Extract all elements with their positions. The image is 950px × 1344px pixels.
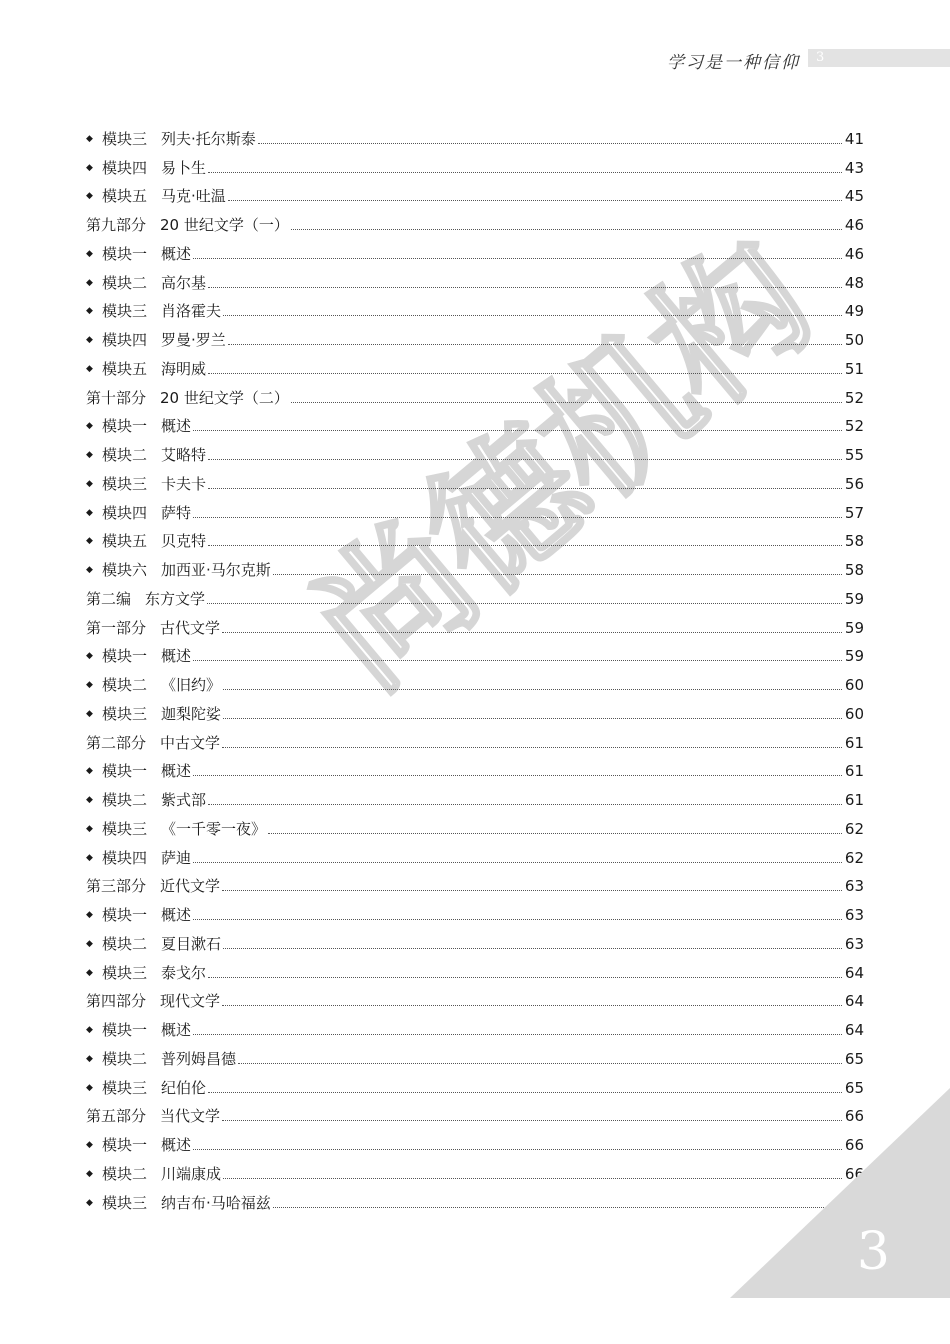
toc-entry-prefix: 模块五 — [102, 359, 148, 378]
toc-module-entry[interactable] — [86, 235, 864, 264]
dotted-leader — [222, 889, 842, 891]
table-of-contents — [86, 120, 864, 1213]
diamond-bullet-icon: ◆ — [86, 795, 93, 805]
toc-entry-page-number: 66 — [844, 1107, 864, 1126]
dotted-leader — [193, 429, 842, 431]
toc-entry-prefix: 模块一 — [102, 906, 148, 924]
toc-part-entry[interactable] — [86, 206, 864, 235]
dotted-leader — [258, 142, 842, 144]
toc-entry-page-number: 61 — [844, 762, 864, 781]
diamond-bullet-icon: ◆ — [86, 766, 93, 777]
diamond-bullet-icon: ◆ — [86, 191, 93, 202]
dotted-leader — [208, 171, 842, 173]
toc-entry-prefix: 模块二 — [102, 791, 148, 809]
toc-part-entry[interactable] — [86, 983, 864, 1012]
toc-module-entry[interactable] — [86, 293, 864, 322]
toc-entry-title: 概述 — [161, 647, 192, 666]
toc-entry-page-number: 56 — [844, 474, 864, 493]
dotted-leader — [222, 1004, 842, 1006]
toc-entry-prefix: 模块三 — [102, 302, 148, 321]
diamond-bullet-icon: ◆ — [86, 680, 93, 690]
toc-module-entry[interactable] — [86, 436, 864, 465]
toc-entry-title: 高尔基 — [161, 273, 207, 292]
toc-module-entry[interactable] — [86, 408, 864, 437]
diamond-bullet-icon: ◆ — [86, 708, 93, 719]
toc-entry-page-number: 63 — [844, 877, 864, 896]
dotted-leader — [223, 947, 842, 949]
toc-entry-prefix: 模块三 — [102, 963, 148, 982]
toc-part-entry[interactable] — [86, 609, 864, 638]
dotted-leader — [222, 631, 842, 633]
dotted-leader — [193, 1033, 842, 1035]
toc-entry-prefix: 第十部分 — [86, 388, 147, 407]
toc-entry-page-number: 43 — [844, 158, 864, 177]
dotted-leader — [223, 314, 842, 316]
toc-module-entry[interactable] — [86, 149, 864, 178]
toc-entry-title: 罗曼·罗兰 — [161, 331, 226, 349]
toc-entry-title: 概述 — [161, 417, 192, 436]
toc-entry-title: 纳吉布·马哈福兹 — [161, 1193, 271, 1212]
diamond-bullet-icon: ◆ — [86, 565, 93, 575]
dotted-leader — [193, 774, 842, 776]
toc-entry-prefix: 第二部分 — [86, 733, 147, 752]
toc-entry-title: 20 世纪文学（一） — [160, 216, 289, 234]
toc-entry-prefix: 模块二 — [102, 273, 148, 292]
dotted-leader — [228, 199, 842, 201]
toc-module-entry[interactable] — [86, 350, 864, 379]
diamond-bullet-icon: ◆ — [86, 507, 93, 518]
toc-entry-title: 夏目漱石 — [161, 934, 222, 953]
toc-entry-title: 现代文学 — [160, 992, 221, 1011]
toc-entry-prefix: 模块二 — [102, 1164, 148, 1183]
dotted-leader — [208, 976, 842, 978]
toc-entry-title: 《旧约》 — [161, 676, 222, 694]
toc-entry-title: 卡夫卡 — [161, 474, 207, 493]
toc-entry-prefix: 模块一 — [102, 417, 148, 436]
toc-entry-title: 东方文学 — [145, 589, 206, 608]
diamond-bullet-icon: ◆ — [86, 450, 93, 460]
toc-module-entry[interactable] — [86, 753, 864, 782]
toc-entry-page-number: 52 — [844, 417, 864, 436]
toc-entry-prefix: 模块五 — [102, 187, 148, 206]
toc-entry-prefix: 模块一 — [102, 244, 148, 263]
toc-entry-title: 近代文学 — [160, 877, 221, 896]
toc-module-entry[interactable] — [86, 321, 864, 350]
toc-entry-page-number: 61 — [844, 733, 864, 752]
dotted-leader — [291, 228, 842, 230]
toc-entry-page-number: 59 — [844, 589, 864, 608]
toc-part-entry[interactable] — [86, 580, 864, 609]
toc-entry-prefix: 模块三 — [102, 129, 148, 148]
toc-entry-prefix: 模块三 — [102, 474, 148, 493]
toc-entry-page-number: 50 — [844, 331, 864, 349]
toc-entry-prefix: 第五部分 — [86, 1107, 147, 1126]
toc-entry-page-number: 66 — [844, 1164, 864, 1183]
toc-module-entry[interactable] — [86, 810, 864, 839]
corner-triangle — [730, 1088, 950, 1298]
toc-entry-page-number: 58 — [844, 561, 864, 579]
toc-entry-title: 纪伯伦 — [161, 1078, 207, 1097]
toc-entry-page-number: 63 — [844, 906, 864, 924]
toc-entry-prefix: 第九部分 — [86, 216, 147, 234]
header-page-number: 3 — [816, 50, 825, 65]
diamond-bullet-icon: ◆ — [86, 967, 93, 978]
toc-entry-title: 海明威 — [161, 359, 207, 378]
toc-module-entry[interactable] — [86, 1040, 864, 1069]
toc-entry-prefix: 模块二 — [102, 446, 148, 464]
toc-entry-title: 中古文学 — [160, 733, 221, 752]
toc-entry-page-number: 51 — [844, 359, 864, 378]
toc-entry-page-number: 46 — [844, 244, 864, 263]
toc-entry-prefix: 模块三 — [102, 1193, 148, 1212]
dotted-leader — [208, 286, 842, 288]
diamond-bullet-icon: ◆ — [86, 306, 93, 317]
toc-entry-title: 加西亚·马尔克斯 — [161, 561, 271, 579]
toc-module-entry[interactable] — [86, 465, 864, 494]
dotted-leader — [207, 602, 842, 604]
dotted-leader — [208, 803, 842, 805]
toc-entry-prefix: 模块二 — [102, 1049, 148, 1068]
dotted-leader — [208, 458, 842, 460]
toc-module-entry[interactable] — [86, 839, 864, 868]
toc-entry-title: 肖洛霍夫 — [161, 302, 222, 321]
toc-entry-title: 普列姆昌德 — [161, 1049, 237, 1068]
toc-entry-page-number: 48 — [844, 273, 864, 292]
toc-entry-page-number: 64 — [844, 992, 864, 1011]
toc-module-entry[interactable] — [86, 178, 864, 207]
toc-entry-title: 迦梨陀娑 — [161, 704, 222, 723]
toc-module-entry[interactable] — [86, 896, 864, 925]
toc-module-entry[interactable] — [86, 781, 864, 810]
toc-entry-page-number: 63 — [844, 934, 864, 953]
toc-module-entry[interactable] — [86, 523, 864, 552]
dotted-leader — [228, 343, 842, 345]
dotted-leader — [223, 717, 842, 719]
toc-entry-prefix: 模块二 — [102, 934, 148, 953]
dotted-leader — [208, 544, 842, 546]
toc-entry-title: 紫式部 — [161, 791, 207, 809]
diamond-bullet-icon: ◆ — [86, 421, 93, 432]
toc-part-entry[interactable] — [86, 868, 864, 897]
toc-entry-prefix: 模块一 — [102, 1136, 148, 1154]
dotted-leader — [268, 832, 842, 834]
toc-entry-title: 贝克特 — [161, 532, 207, 551]
dotted-leader — [193, 659, 842, 661]
toc-entry-title: 马克·吐温 — [161, 187, 226, 206]
dotted-leader — [193, 918, 842, 920]
dotted-leader — [208, 372, 842, 374]
diamond-bullet-icon: ◆ — [86, 536, 93, 547]
toc-entry-title: 《一千零一夜》 — [161, 819, 267, 838]
toc-entry-prefix: 模块六 — [102, 561, 148, 579]
toc-entry-prefix: 第二编 — [86, 589, 132, 608]
toc-entry-prefix: 模块三 — [102, 704, 148, 723]
diamond-bullet-icon: ◆ — [86, 162, 93, 173]
toc-entry-page-number: 64 — [844, 963, 864, 982]
dotted-leader — [291, 401, 842, 403]
diamond-bullet-icon: ◆ — [86, 1082, 93, 1093]
toc-module-entry[interactable] — [86, 666, 864, 695]
toc-entry-prefix: 模块一 — [102, 762, 148, 781]
toc-entry-prefix: 模块四 — [102, 848, 148, 867]
toc-entry-title: 当代文学 — [160, 1107, 221, 1126]
toc-entry-title: 概述 — [161, 906, 192, 924]
diamond-bullet-icon: ◆ — [86, 823, 93, 834]
diamond-bullet-icon: ◆ — [86, 1025, 93, 1035]
toc-module-entry[interactable] — [86, 925, 864, 954]
toc-entry-page-number: 65 — [844, 1049, 864, 1068]
toc-module-entry[interactable] — [86, 695, 864, 724]
dotted-leader — [238, 1062, 842, 1064]
toc-entry-title: 萨迪 — [161, 848, 192, 867]
diamond-bullet-icon: ◆ — [86, 1053, 93, 1064]
toc-entry-prefix: 模块三 — [102, 819, 148, 838]
toc-entry-title: 泰戈尔 — [161, 963, 207, 982]
toc-module-entry[interactable] — [86, 551, 864, 580]
diamond-bullet-icon: ◆ — [86, 910, 93, 920]
diamond-bullet-icon: ◆ — [86, 938, 93, 949]
toc-entry-prefix: 第四部分 — [86, 992, 147, 1011]
toc-entry-page-number: 62 — [844, 819, 864, 838]
diamond-bullet-icon: ◆ — [86, 651, 93, 662]
toc-entry-page-number: 45 — [844, 187, 864, 206]
toc-entry-page-number: 59 — [844, 647, 864, 666]
toc-entry-page-number: 55 — [844, 446, 864, 464]
toc-entry-page-number: 62 — [844, 848, 864, 867]
toc-entry-title: 萨特 — [161, 503, 192, 522]
toc-entry-prefix: 模块一 — [102, 647, 148, 666]
toc-entry-prefix: 模块四 — [102, 331, 148, 349]
diamond-bullet-icon: ◆ — [86, 277, 93, 288]
diamond-bullet-icon: ◆ — [86, 335, 93, 345]
dotted-leader — [193, 516, 842, 518]
toc-entry-title: 艾略特 — [161, 446, 207, 464]
toc-entry-title: 概述 — [161, 762, 192, 781]
dotted-leader — [223, 688, 842, 690]
diamond-bullet-icon: ◆ — [86, 1168, 93, 1179]
diamond-bullet-icon: ◆ — [86, 852, 93, 863]
toc-entry-title: 概述 — [161, 1136, 192, 1154]
toc-entry-page-number: 60 — [844, 676, 864, 694]
toc-entry-prefix: 模块四 — [102, 503, 148, 522]
toc-entry-title: 古代文学 — [160, 618, 221, 637]
toc-module-entry[interactable] — [86, 1011, 864, 1040]
toc-module-entry[interactable] — [86, 264, 864, 293]
dotted-leader — [208, 487, 842, 489]
toc-part-entry[interactable] — [86, 379, 864, 408]
toc-entry-title: 概述 — [161, 244, 192, 263]
toc-entry-prefix: 模块四 — [102, 158, 148, 177]
toc-entry-page-number: 46 — [844, 216, 864, 234]
toc-entry-page-number: 60 — [844, 704, 864, 723]
toc-entry-page-number: 57 — [844, 503, 864, 522]
diamond-bullet-icon: ◆ — [86, 133, 93, 144]
dotted-leader — [193, 257, 842, 259]
diamond-bullet-icon: ◆ — [86, 248, 93, 259]
toc-entry-prefix: 第一部分 — [86, 618, 147, 637]
toc-entry-prefix: 模块一 — [102, 1021, 148, 1039]
toc-entry-page-number: 41 — [844, 129, 864, 148]
header-motto: 学习是一种信仰 — [667, 53, 800, 73]
diamond-bullet-icon: ◆ — [86, 1197, 93, 1208]
diamond-bullet-icon: ◆ — [86, 363, 93, 374]
toc-entry-prefix: 第三部分 — [86, 877, 147, 896]
toc-entry-prefix: 模块三 — [102, 1078, 148, 1097]
toc-module-entry[interactable] — [86, 120, 864, 149]
toc-entry-title: 易卜生 — [161, 158, 207, 177]
watermark: 尚德机构 — [282, 211, 842, 721]
toc-entry-prefix: 模块二 — [102, 676, 148, 694]
toc-entry-page-number: 66 — [844, 1136, 864, 1154]
diamond-bullet-icon: ◆ — [86, 1140, 93, 1150]
toc-part-entry[interactable] — [86, 724, 864, 753]
dotted-leader — [273, 573, 842, 575]
corner-page-number: 3 — [856, 1222, 890, 1282]
dotted-leader — [193, 861, 842, 863]
toc-entry-page-number: 64 — [844, 1021, 864, 1039]
toc-entry-page-number: 52 — [844, 388, 864, 407]
toc-entry-page-number: 67 — [844, 1193, 864, 1212]
diamond-bullet-icon: ◆ — [86, 478, 93, 489]
toc-entry-page-number: 49 — [844, 302, 864, 321]
toc-module-entry[interactable] — [86, 638, 864, 667]
toc-entry-title: 20 世纪文学（二） — [160, 388, 289, 407]
toc-entry-page-number: 59 — [844, 618, 864, 637]
toc-entry-title: 概述 — [161, 1021, 192, 1039]
toc-entry-page-number: 58 — [844, 532, 864, 551]
toc-module-entry[interactable] — [86, 954, 864, 983]
toc-entry-prefix: 模块五 — [102, 532, 148, 551]
toc-entry-title: 川端康成 — [161, 1164, 222, 1183]
header-page-bar — [808, 49, 950, 67]
toc-module-entry[interactable] — [86, 494, 864, 523]
toc-entry-page-number: 65 — [844, 1078, 864, 1097]
dotted-leader — [222, 746, 842, 748]
toc-entry-title: 列夫·托尔斯泰 — [161, 129, 256, 148]
toc-entry-page-number: 61 — [844, 791, 864, 809]
